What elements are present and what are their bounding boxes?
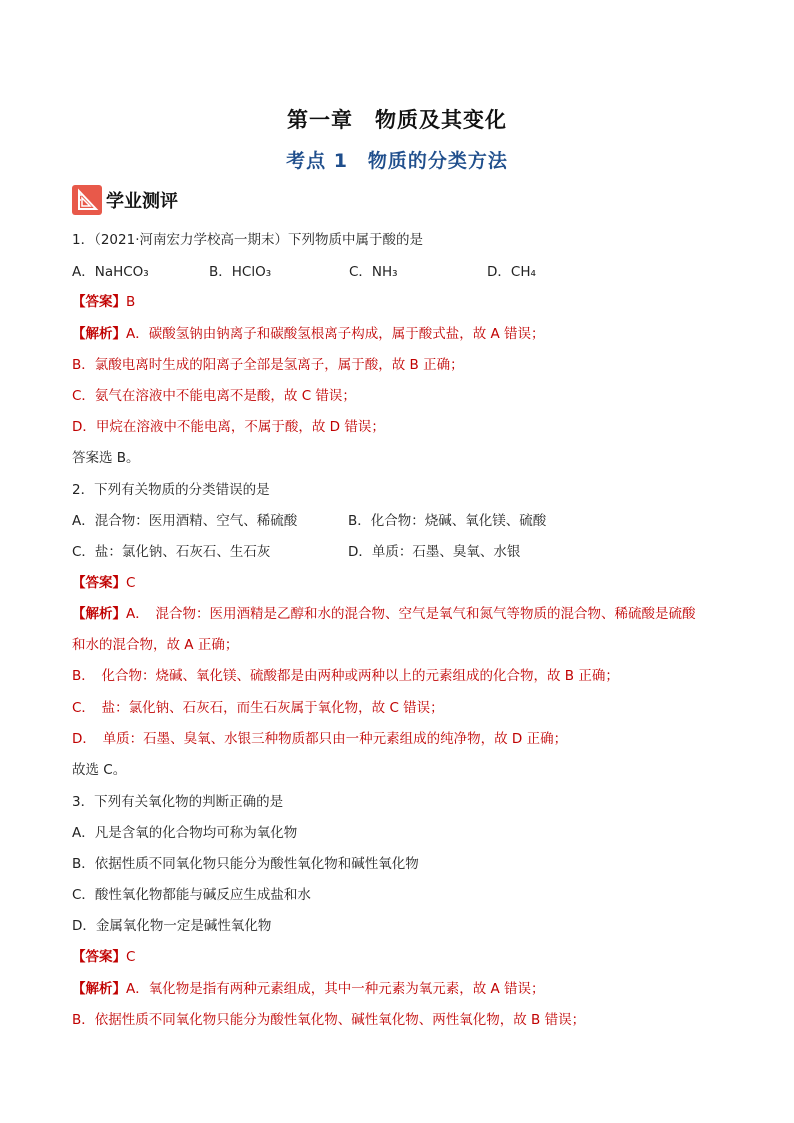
ruler-triangle-icon: [72, 185, 102, 215]
analysis-tag: 【解析】: [72, 326, 126, 342]
conclusion-line: 答案选 B。: [72, 450, 140, 466]
answer-tag: 【答案】: [72, 294, 126, 310]
question-2-options-row2: [72, 540, 520, 560]
analysis-text: A．碳酸氢钠由钠离子和碳酸氢根离子构成，属于酸式盐，故 A 错误；: [126, 326, 545, 342]
analysis-line: [72, 602, 695, 622]
question-3-stem: 3．下列有关氧化物的判断正确的是: [72, 794, 284, 810]
option-c: C．NH₃: [349, 264, 398, 280]
option-d: D．CH₄: [487, 264, 536, 280]
analysis-line: D．甲烷在溶液中不能电离，不属于酸，故 D 错误；: [72, 419, 385, 435]
analysis-line: B．氯酸电离时生成的阳离子全部是氢离子，属于酸，故 B 正确；: [72, 357, 464, 373]
analysis-line: B．依据性质不同氧化物只能分为酸性氧化物、碱性氧化物、两性氧化物，故 B 错误；: [72, 1012, 586, 1028]
analysis-line: B． 化合物：烧碱、氧化镁、硫酸都是由两种或两种以上的元素组成的化合物，故 B 正确；: [72, 668, 619, 684]
analysis-line: 和水的混合物，故 A 正确；: [72, 637, 239, 653]
conclusion-line: 故选 C。: [72, 762, 127, 778]
question-1-options: [72, 260, 536, 280]
option-a: A．凡是含氧的化合物均可称为氧化物: [72, 825, 298, 841]
section-header: [72, 184, 178, 216]
answer-value: C: [126, 575, 136, 591]
analysis-line: [72, 322, 545, 342]
analysis-line: [72, 977, 545, 997]
analysis-tag: 【解析】: [72, 981, 126, 997]
topic-title: 考点 1 物质的分类方法: [286, 150, 508, 172]
analysis-text: A． 混合物：医用酒精是乙醇和水的混合物、空气是氧气和氮气等物质的混合物、稀硫酸是硫酸: [126, 606, 696, 622]
option-b: B．HClO₃: [209, 264, 272, 280]
chapter-title: 第一章 物质及其变化: [287, 108, 507, 132]
option-a: A．混合物：医用酒精、空气、稀硫酸: [72, 513, 298, 529]
answer-line: [72, 945, 135, 965]
option-c: C．盐：氯化钠、石灰石、生石灰: [72, 544, 271, 560]
section-title: 学业测评: [106, 191, 178, 212]
option-d: D．单质：石墨、臭氧、水银: [348, 544, 521, 560]
answer-line: [72, 571, 135, 591]
option-a: A．NaHCO₃: [72, 264, 149, 280]
analysis-text: A．氧化物是指有两种元素组成，其中一种元素为氧元素，故 A 错误；: [126, 981, 545, 997]
analysis-tag: 【解析】: [72, 606, 126, 622]
answer-line: [72, 290, 135, 310]
answer-value: B: [126, 294, 136, 310]
option-b: B．化合物：烧碱、氧化镁、硫酸: [348, 513, 547, 529]
answer-value: C: [126, 949, 136, 965]
question-1-stem: 1．（2021·河南宏力学校高一期末）下列物质中属于酸的是: [72, 232, 423, 248]
analysis-line: C．氨气在溶液中不能电离不是酸，故 C 错误；: [72, 388, 356, 404]
option-b: B．依据性质不同氧化物只能分为酸性氧化物和碱性氧化物: [72, 856, 419, 872]
analysis-line: C． 盐：氯化钠、石灰石，而生石灰属于氧化物，故 C 错误；: [72, 700, 444, 716]
answer-tag: 【答案】: [72, 575, 126, 591]
option-c: C．酸性氧化物都能与碱反应生成盐和水: [72, 887, 311, 903]
answer-tag: 【答案】: [72, 949, 126, 965]
analysis-line: D． 单质：石墨、臭氧、水银三种物质都只由一种元素组成的纯净物，故 D 正确；: [72, 731, 568, 747]
question-2-options-row1: [72, 509, 546, 529]
option-d: D．金属氧化物一定是碱性氧化物: [72, 918, 272, 934]
question-2-stem: 2．下列有关物质的分类错误的是: [72, 482, 270, 498]
